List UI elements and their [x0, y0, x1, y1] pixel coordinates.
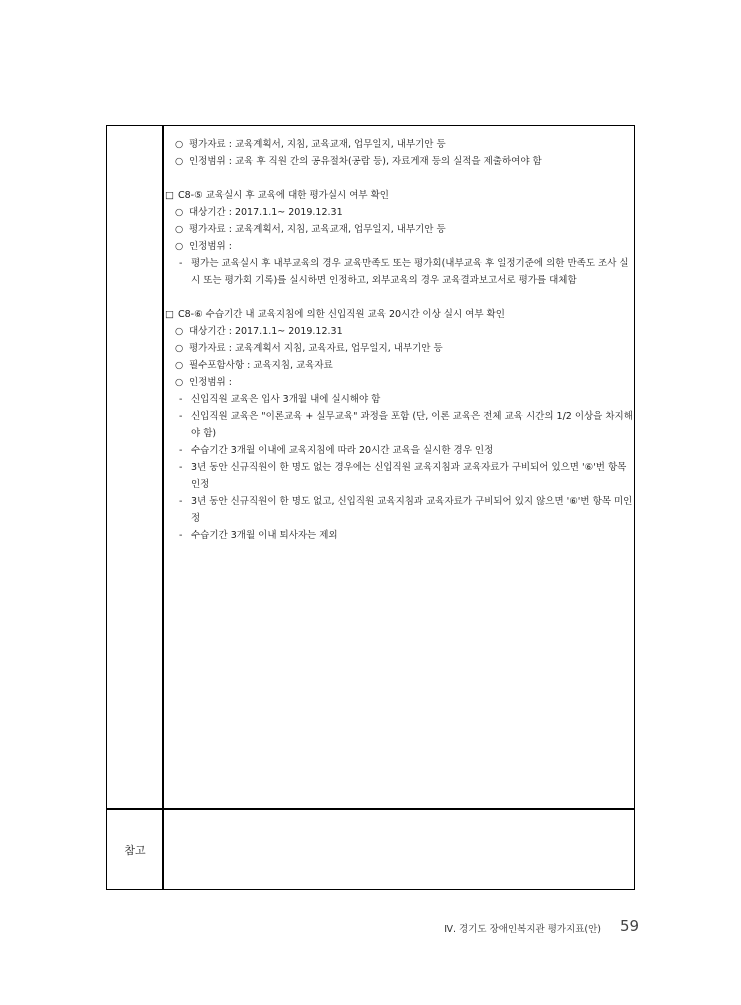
sub-list-item — [165, 442, 633, 459]
list-item-text: 평가자료 : 교육계획서, 지침, 교육교재, 업무일지, 내부기안 등 — [189, 224, 446, 235]
checkbox-square-icon: □ — [165, 309, 174, 320]
dash-bullet-icon: - — [179, 445, 183, 456]
row-divider — [107, 808, 634, 810]
dash-bullet-icon: - — [179, 394, 183, 405]
circle-bullet-icon: ○ — [175, 326, 184, 337]
dash-bullet-icon: - — [179, 496, 183, 507]
circle-bullet-icon: ○ — [175, 156, 184, 167]
dash-bullet-icon: - — [179, 462, 183, 473]
list-item — [165, 136, 633, 153]
list-item — [165, 357, 633, 374]
sub-list-item-text: 3년 동안 신규직원이 한 명도 없는 경우에는 신입직원 교육지침과 교육자료가 구비되어 있으면 '⑥'번 항목 인정 — [191, 462, 627, 490]
dash-bullet-icon: - — [179, 258, 183, 269]
sub-list-item — [165, 459, 633, 493]
reference-label: 참고 — [124, 843, 146, 857]
list-item-text: 평가자료 : 교육계획서 지침, 교육자료, 업무일지, 내부기안 등 — [189, 343, 443, 354]
checkbox-square-icon: □ — [165, 190, 174, 201]
sub-list-item — [165, 408, 633, 442]
circle-bullet-icon: ○ — [175, 241, 184, 252]
section-heading — [165, 306, 633, 323]
sub-list-item-text: 수습기간 3개월 이내에 교육지침에 따라 20시간 교육을 실시한 경우 인정 — [191, 445, 494, 456]
list-item-text: 인정범위 : — [189, 377, 232, 388]
dash-bullet-icon: - — [179, 411, 183, 422]
circle-bullet-icon: ○ — [175, 224, 184, 235]
sub-list-item — [165, 391, 633, 408]
criteria-content — [165, 136, 633, 544]
list-item-text: 인정범위 : — [189, 241, 232, 252]
circle-bullet-icon: ○ — [175, 377, 184, 388]
sub-list-item — [165, 493, 633, 527]
section-heading — [165, 187, 633, 204]
sub-list-item — [165, 255, 633, 289]
sub-list-item-text: 3년 동안 신규직원이 한 명도 없고, 신입직원 교육지침과 교육자료가 구비되어 있지 않으면 '⑥'번 항목 미인정 — [191, 496, 633, 524]
sub-list-item-text: 평가는 교육실시 후 내부교육의 경우 교육만족도 또는 평가회(내부교육 후 일정기준에 의한 만족도 조사 실시 또는 평가회 기록)를 실시하면 인정하고, 외부교육의 경우 교육결과보고서로 평가를 대체함 — [191, 258, 629, 286]
list-item-text: 대상기간 : 2017.1.1~ 2019.12.31 — [189, 326, 343, 337]
sub-list-item — [165, 527, 633, 544]
circle-bullet-icon: ○ — [175, 207, 184, 218]
page-number: 59 — [620, 917, 640, 935]
circle-bullet-icon: ○ — [175, 139, 184, 150]
list-item — [165, 323, 633, 340]
list-item — [165, 340, 633, 357]
sub-list-item-text: 수습기간 3개월 이내 퇴사자는 제외 — [191, 530, 338, 541]
list-item — [165, 374, 633, 391]
footer-title: Ⅳ. 경기도 장애인복지관 평가지표(안) — [444, 924, 601, 935]
list-item-text: 인정범위 : 교육 후 직원 간의 공유절차(공람 등), 자료게재 등의 실적을 제출하여야 함 — [189, 156, 542, 167]
list-item — [165, 153, 633, 170]
list-item — [165, 238, 633, 255]
circle-bullet-icon: ○ — [175, 360, 184, 371]
column-divider — [162, 126, 164, 889]
list-item-text: 평가자료 : 교육계획서, 지침, 교육교재, 업무일지, 내부기안 등 — [189, 139, 446, 150]
list-item — [165, 204, 633, 221]
evaluation-table — [106, 125, 635, 890]
list-item-text: 필수포함사항 : 교육지침, 교육자료 — [189, 360, 333, 371]
list-item-text: 대상기간 : 2017.1.1~ 2019.12.31 — [189, 207, 343, 218]
sub-list-item-text: 신입직원 교육은 입사 3개월 내에 실시해야 함 — [191, 394, 381, 405]
dash-bullet-icon: - — [179, 530, 183, 541]
section-heading-text: C8-⑤ 교육실시 후 교육에 대한 평가실시 여부 확인 — [178, 190, 389, 201]
sub-list-item-text: 신입직원 교육은 "이론교육 + 실무교육" 과정을 포함 (단, 이론 교육은 전체 교육 시간의 1/2 이상을 차지해야 함) — [191, 411, 633, 439]
list-item — [165, 221, 633, 238]
section-heading-text: C8-⑥ 수습기간 내 교육지침에 의한 신입직원 교육 20시간 이상 실시 여부 확인 — [178, 309, 505, 320]
circle-bullet-icon: ○ — [175, 343, 184, 354]
